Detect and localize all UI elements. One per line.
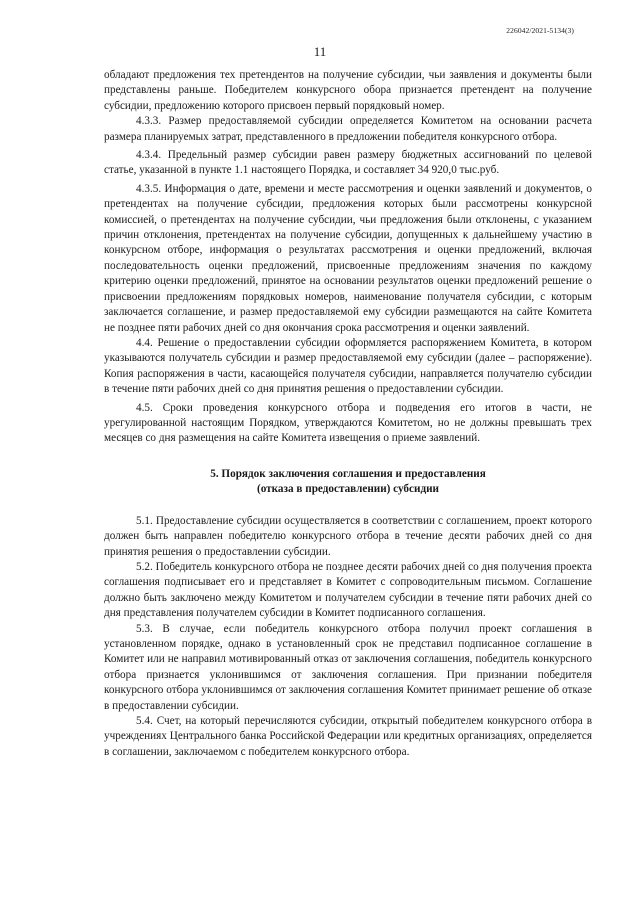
paragraph-4-4: 4.4. Решение о предоставлении субсидии оформляется распоряжением Комитета, в котором указываются получатель субсидии и размер предоставляемой ему субсидии (далее – распоряжение). Копия распоряжения в части, касающейся получателя субсидии, направляется получателю субсидии в течение пяти рабочих дней со дня принятия решения о предоставлении субсидии. bbox=[104, 336, 592, 396]
paragraph-4-3-4: 4.3.4. Предельный размер субсидии равен размеру бюджетных ассигнований по целевой статье, указанной в пункте 1.1 настоящего Порядка, и составляет 34 920,0 тыс.руб. bbox=[104, 149, 592, 177]
page-number: 11 bbox=[313, 44, 327, 59]
paragraph-continuation: обладают предложения тех претендентов на получение субсидии, чьи заявления и документы были представлены раньше. Победителем конкурсного обора признается претендент на получение субсидии, предложению которого присвоен первый порядковый номер. bbox=[104, 69, 592, 112]
section-title-line-1: 5. Порядок заключения соглашения и предоставления bbox=[210, 467, 486, 480]
section-title-line-2: (отказа в предоставлении) субсидии bbox=[256, 482, 439, 495]
paragraph-5-4: 5.4. Счет, на который перечисляются субсидии, открытый победителем конкурсного отбора в учреждениях Центрального банка Российской Федерации или кредитных организациях, определяется в соглашении, заключаемом с победителем конкурсного отбора. bbox=[104, 715, 592, 758]
document-body bbox=[104, 68, 592, 760]
paragraph-4-3-5: 4.3.5. Информация о дате, времени и месте рассмотрения и оценки заявлений и документов, о претендентах на получение субсидии, предложения которых были рассмотрены конкурсной комиссией, о претендентах на получение субсидии, чьи предложения были отклонены, с указанием причин отклонения, претендентах на получение субсидии, допущенных к дальнейшему участию в конкурсном отборе, информация о результатах рассмотрения и оценки предложений, включая последовательность оценки предложений, присвоенные предложениям значения по каждому критерию оценки предложений, принятое на основании результатов оценки предложений решение о присвоении предложениям порядковых номеров, наименование получателя субсидии, с которым заключается соглашение, и размер предоставляемой ему субсидии размещаются на сайте Комитета не позднее пяти рабочих дней со дня окончания срока рассмотрения и оценки заявлений. bbox=[104, 182, 592, 334]
paragraph-5-3: 5.3. В случае, если победитель конкурсного отбора получил проект соглашения в установленном порядке, однако в установленный срок не представил подписанное соглашение в Комитет или не направил мотивированный отказ от заключения соглашения, победитель конкурсного отбора признается уклонившимся от заключения соглашения. При признании победителя конкурсного отбора уклонившимся от заключения соглашения Комитет принимает решение об отказе в предоставлении субсидии. bbox=[104, 622, 592, 712]
document-number: 226042/2021-5134(3) bbox=[506, 26, 574, 35]
paragraph-4-5: 4.5. Сроки проведения конкурсного отбора и подведения его итогов в части, не урегулированной настоящим Порядком, утверждаются Комитетом, но не должны превышать трех месяцев со дня размещения на сайте Комитета извещения о приеме заявлений. bbox=[104, 401, 592, 445]
section-5-title bbox=[104, 467, 592, 497]
paragraph-4-3-3: 4.3.3. Размер предоставляемой субсидии определяется Комитетом на основании расчета размера планируемых затрат, представленного в предложении победителя конкурсного отбора. bbox=[104, 115, 592, 143]
paragraph-5-2: 5.2. Победитель конкурсного отбора не позднее десяти рабочих дней со дня получения проекта соглашения подписывает его и представляет в Комитет с сопроводительным письмом. Соглашение должно быть заключено между Комитетом и получателем субсидии в течение пяти рабочих дней со дня представления получателем субсидии в Комитет подписанного соглашения. bbox=[104, 560, 592, 620]
paragraph-5-1: 5.1. Предоставление субсидии осуществляется в соответствии с соглашением, проект которого должен быть направлен победителю конкурсного отбора в течение десяти рабочих дней со дня принятия решения о предоставлении субсидии. bbox=[104, 514, 592, 558]
